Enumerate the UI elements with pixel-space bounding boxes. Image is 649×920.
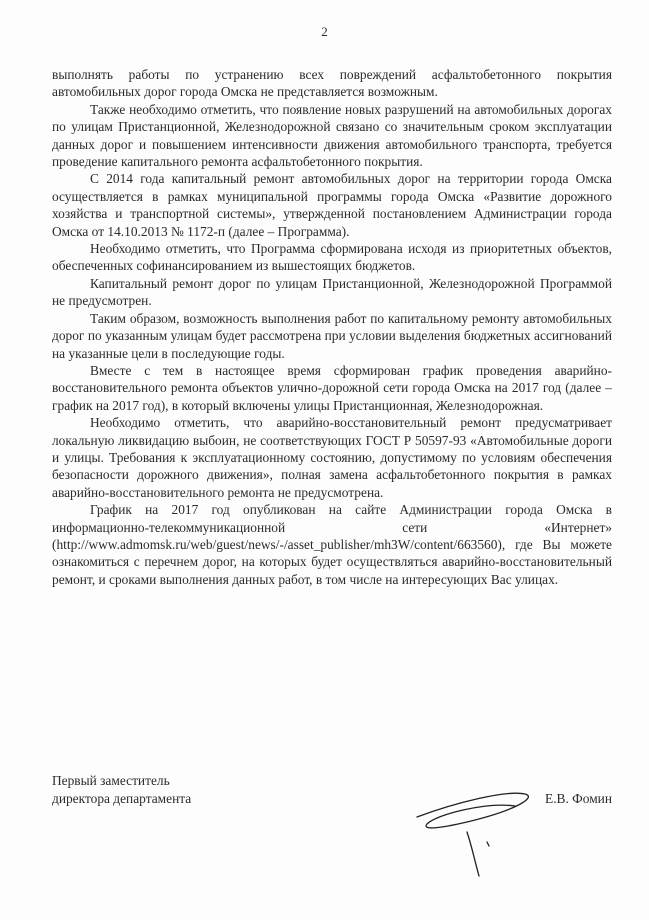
paragraph-3: С 2014 года капитальный ремонт автомобильных дорог на территории города Омска осуществляется в рамках муниципальной программы города Омска «Развитие дорожного хозяйства и транспортной системы», утвержденной постановлением Администрации города Омска от 14.10.2013 № 1172-п (далее – Программа).	[52, 171, 612, 239]
signer-title-line-1: Первый заместитель	[52, 773, 170, 788]
signer-title-line-2: директора департамента	[52, 791, 192, 806]
signer-title	[52, 772, 191, 808]
signature-block	[52, 772, 612, 892]
paragraph-4: Необходимо отметить, что Программа сформирована исходя из приоритетных объектов, обеспеченных софинансированием из вышестоящих бюджетов.	[52, 241, 612, 274]
paragraph-7: Вместе с тем в настоящее время сформирован график проведения аварийно-восстановительного ремонта объектов улично-дорожной сети города Омска на 2017 год (далее – график на 2017 год), в который включены улицы Пристанционная, Железнодорожная.	[52, 362, 612, 413]
handwritten-signature	[397, 772, 547, 882]
page-number: 2	[321, 24, 328, 39]
signer-name: Е.В. Фомин	[545, 791, 612, 806]
paragraph-5: Капитальный ремонт дорог по улицам Пристанционной, Железнодорожной Программой не предусмотрен.	[52, 275, 612, 309]
paragraph-1: выполнять работы по устранению всех повреждений асфальтобетонного покрытия автомобильных дорог города Омска не представляется возможным.	[52, 67, 612, 100]
paragraph-9: График на 2017 год опубликован на сайте Администрации города Омска в информационно-телекоммуникационной сети «Интернет» (http://www.admomsk.ru/web/guest/news/-/asset_publisher/mh3W/content/663560), где Вы можете ознакомиться с перечнем дорог, на которых будет осуществляться аварийно-восстановительный ремонт, и сроками выполнения данных работ, в том числе на интересующих Вас улицах.	[52, 502, 612, 587]
paragraph-8: Необходимо отметить, что аварийно-восстановительный ремонт предусматривает локальную ликвидацию выбоин, не соответствующих ГОСТ Р 50597-93 «Автомобильные дороги и улицы. Требования к эксплуатационному состоянию, допустимому по условиям обеспечения безопасности дорожного движения», полная замена асфальтобетонного покрытия в рамках аварийно-восстановительного ремонта не предусмотрена.	[52, 415, 612, 500]
paragraph-6: Таким образом, возможность выполнения работ по капитальному ремонту автомобильных дорог по указанным улицам будет рассмотрена при условии выделения бюджетных ассигнований на указанные цели в последующие годы.	[52, 310, 612, 361]
paragraph-2: Также необходимо отметить, что появление новых разрушений на автомобильных дорогах по улицам Пристанционной, Железнодорожной связано со значительным сроком эксплуатации данных дорог и повышением интенсивности движения автомобильного транспорта, требуется проведение капитального ремонта асфальтобетонного покрытия.	[52, 101, 612, 170]
letter-body	[52, 66, 612, 588]
